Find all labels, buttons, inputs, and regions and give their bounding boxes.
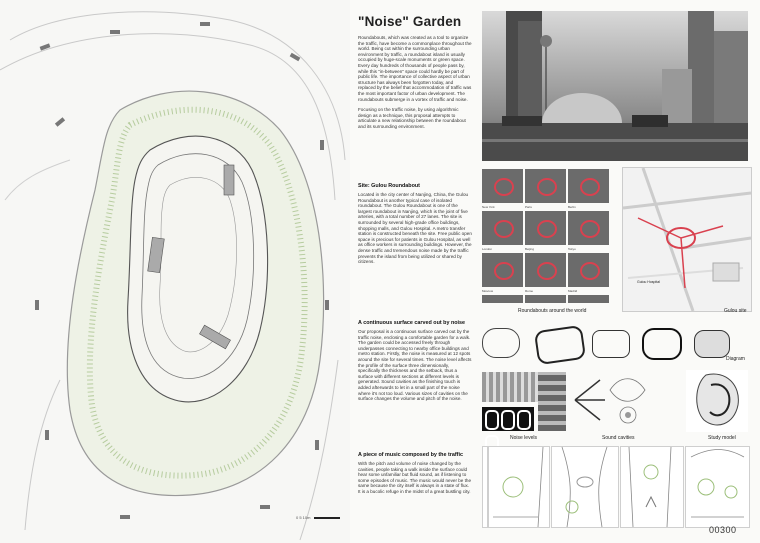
roundabout-thumb	[482, 253, 523, 293]
intro-paragraph-2: Focusing on the traffic noise, by using algorithmic design as a technique, this proposal attempts to articulate a new relationship between the roundabout and its surrounding environment.	[358, 107, 466, 129]
study-model-photo	[686, 370, 748, 432]
caption-hospital: Gulou Hospital	[637, 280, 660, 284]
gulou-site-map	[622, 167, 752, 312]
caption-diagram: Diagram	[726, 356, 745, 362]
highlight-ring	[580, 262, 600, 280]
highlight-ring	[537, 220, 557, 238]
highlight-ring	[494, 220, 514, 238]
site-photo	[482, 11, 748, 161]
roundabout-thumb	[525, 253, 566, 293]
section-text-site: Located in the city center of Nanjing, China, the Gulou Roundabout is another typical case of isolated roundabout. The Gulou Roundabout is one of the largest roundabout in Nanjing, which is the joint of five arteries, with a total number of 27 lanes. The site is surrounded by several high-grade office buildings, shopping malls, and Gulou Hospital. A metro transfer station is constructed beneath the site. Free public open space is precious for patients in Gulou Hospital, as well as office workers in surrounding buildings. However, the dense traffic and tremendous noise made by the traffic prevents the island from being utilized or shared by citizens.	[358, 192, 472, 265]
roundabout-thumb	[525, 211, 566, 251]
diagram-shape-1	[482, 328, 520, 358]
noise-photo-column	[538, 372, 566, 431]
thumb-label: New York	[482, 205, 495, 209]
caption-roundabouts: Roundabouts around the world	[518, 308, 587, 314]
noise-digit	[517, 410, 531, 430]
roundabout-thumb	[568, 295, 609, 303]
diagram-shape-5	[694, 330, 730, 358]
highlight-ring	[494, 178, 514, 196]
thumb-label: Madrid	[568, 289, 578, 293]
site-plan	[0, 0, 350, 543]
roundabout-thumb	[568, 169, 609, 209]
perspective-sketch-4	[685, 446, 750, 528]
roundabout-thumb	[482, 169, 523, 209]
roundabout-thumb	[525, 295, 566, 303]
sound-cavities-diagram	[570, 370, 650, 432]
roundabout-thumb	[568, 253, 609, 293]
caption-study-model: Study model	[708, 435, 736, 441]
intro-column	[358, 14, 472, 135]
section-heading-surface: A continuous surface carved out by noise	[358, 320, 466, 326]
perspective-sketch-2	[551, 446, 619, 528]
roundabout-thumb	[568, 211, 609, 251]
intro-paragraph-1: Roundabouts, which was created as a tool to organize the traffic, have become a commonplace throughout the world. Being cut within the surrounding urban environment by traffic, a roundabout island is usually occupied by huge-scale monuments or green space. Every day hundreds of thousands of people pass by, while this "in-between" space could hardly be part of public life. The importance of collective aspect of urban structure has always been forgotten today, and replaced by the belief that accommodation of traffic was the most important factor of urban development. The roundabouts submerge in a vortex of traffic and noise.	[358, 35, 472, 102]
caption-gulou-site: Gulou site	[724, 308, 747, 314]
highlight-ring	[537, 262, 557, 280]
section-text-music: With the pitch and volume of noise changed by the cavities, people taking a walk inside the surface could hear some unfamiliar but fluid sound, as if listening to some episodes of music. The music would never be the same because the city itself is always in a state of flux. It is a bucolic refuge in the midst of a great bustling city.	[358, 461, 472, 494]
noise-digit	[485, 410, 499, 430]
diagram-shape-3	[592, 330, 630, 358]
perspective-sketch-3	[620, 446, 684, 528]
diagram-shape-4	[642, 328, 682, 360]
scale-bar-line	[314, 517, 340, 519]
perspective-sketch-1	[482, 446, 550, 528]
roundabout-thumb	[525, 169, 566, 209]
caption-sound-cavities: Sound cavities	[602, 435, 635, 441]
section-heading-site: Site: Gulou Roundabout	[358, 183, 420, 189]
roundabout-thumb	[482, 211, 523, 251]
diagram-shape-2	[534, 325, 586, 365]
board-code: 00300	[709, 525, 737, 535]
thumb-label: London	[482, 247, 493, 251]
highlight-ring	[580, 220, 600, 238]
thumb-label: Rome	[525, 289, 534, 293]
noise-digit-panel	[482, 407, 534, 431]
section-heading-music: A piece of music composed by the traffic	[358, 452, 463, 458]
highlight-ring	[537, 178, 557, 196]
thumb-label: Moscow	[482, 289, 494, 293]
thumb-label: Tokyo	[568, 247, 576, 251]
section-text-surface: Our proposal is a continuous surface carved out by the traffic noise, enclosing a comfortable garden for a walk. The garden could be accessed freely through underpasses connecting to nearby office buildings and metro station. Firstly, the noise is measured at 12 spots around the site for several times. The noise level affects the profile of the surface three dimensionally, specifically the thickness and the setback, thus a surface with different sections at different levels is generated. Sound cavities as the finishing touch is added afterwards to let in a small part of the noise where it's not too loud. Various sizes of cavities on the surface changes the volume and pitch of the noise.	[358, 329, 472, 402]
thumb-label: Paris	[525, 205, 532, 209]
highlight-ring	[580, 178, 600, 196]
caption-noise-levels: Noise levels	[510, 435, 537, 441]
board-title: "Noise" Garden	[358, 14, 462, 29]
noise-digit	[501, 410, 515, 430]
thumb-label: Berlin	[568, 205, 576, 209]
thumb-label: Beijing	[525, 247, 535, 251]
roundabout-thumb	[482, 295, 523, 303]
highlight-ring	[494, 262, 514, 280]
scale-label: 0 5 10m	[296, 515, 311, 520]
scale-bar	[296, 515, 340, 520]
